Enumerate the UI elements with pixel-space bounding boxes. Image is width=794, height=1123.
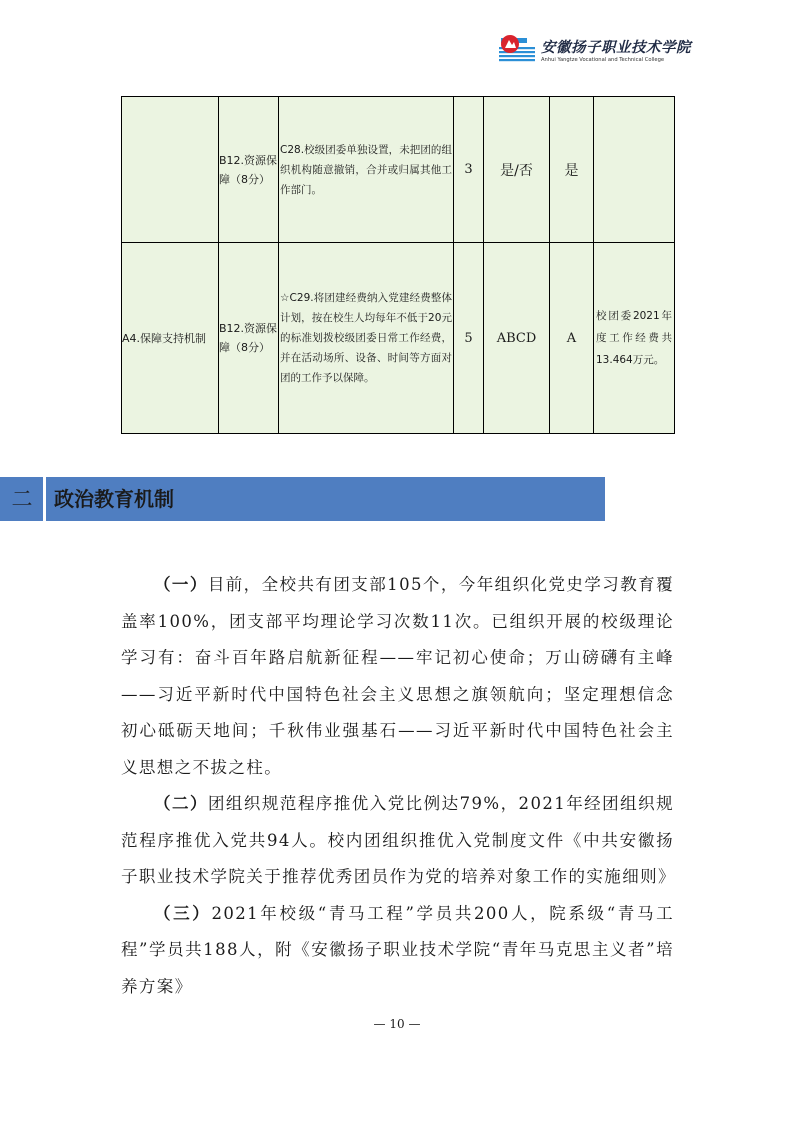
paragraph [121,786,674,896]
section-number: 二 [11,487,33,511]
section-divider [43,477,46,521]
scale-cell: 是/否 [484,97,550,243]
paragraph [121,896,674,1006]
evaluation-table [121,96,675,434]
paragraph-text: 团组织规范程序推优入党比例达79%，2021年经团组织规范程序推优入党共94人。校内团组织推优入党制度文件《中共安徽扬子职业技术学院关于推荐优秀团员作为党的培养对象工作的实施细则》 [121,794,676,886]
body-text [121,567,674,1005]
grade-cell: 是 [550,97,594,243]
paragraph-text: 目前，全校共有团支部105个，今年组织化党史学习教育覆盖率100%，团支部平均理论学习次数11次。已组织开展的校级理论学习有：奋斗百年路启航新征程——牢记初心使命；万山磅礴有主峰——习近平新时代中国特色社会主义思想之旗领航向；坚定理想信念 初心砥砺天地间；千秋伟业强基石——习近平新时代中国特色社会主义思想之不拔之柱。 [121,575,674,777]
section-header [0,477,605,521]
college-logo-icon [497,34,537,66]
page-number: — 10 — [373,1017,421,1031]
college-name: 安徽扬子职业技术学院 [541,39,691,56]
level2-cell: B12.资源保障（8分） [219,243,279,434]
scale-cell: ABCD [484,243,550,434]
note-cell: 校团委2021年度工作经费共13.464万元。 [594,243,675,434]
level1-cell [122,97,219,243]
table-row [122,97,675,243]
college-name-en: Anhui Yangtze Vocational and Technical College [541,57,665,63]
paragraph-lead: （一） [154,575,208,594]
section-title: 政治教育机制 [54,487,174,511]
note-cell [594,97,675,243]
paragraph-text: 2021年校级“青马工程”学员共200人，院系级“青马工程”学员共188人，附《安徽扬子职业技术学院“青年马克思主义者”培养方案》 [121,903,675,996]
level2-cell: B12.资源保障（8分） [219,97,279,243]
points-cell: 5 [454,243,484,434]
college-logo [497,34,691,68]
paragraph-lead: （二） [154,794,208,813]
standard-cell: ☆C29.将团建经费纳入党建经费整体计划，按在校生人均每年不低于20元的标准划拨校级团委日常工作经费，并在活动场所、设备、时间等方面对团的工作予以保障。 [279,243,454,434]
paragraph [121,567,674,786]
standard-cell: C28.校级团委单独设置，未把团的组织机构随意撤销，合并或归属其他工作部门。 [279,97,454,243]
paragraph-lead: （三） [154,903,212,923]
table-row [122,243,675,434]
grade-cell: A [550,243,594,434]
points-cell: 3 [454,97,484,243]
level1-cell: A4.保障支持机制 [122,243,219,434]
